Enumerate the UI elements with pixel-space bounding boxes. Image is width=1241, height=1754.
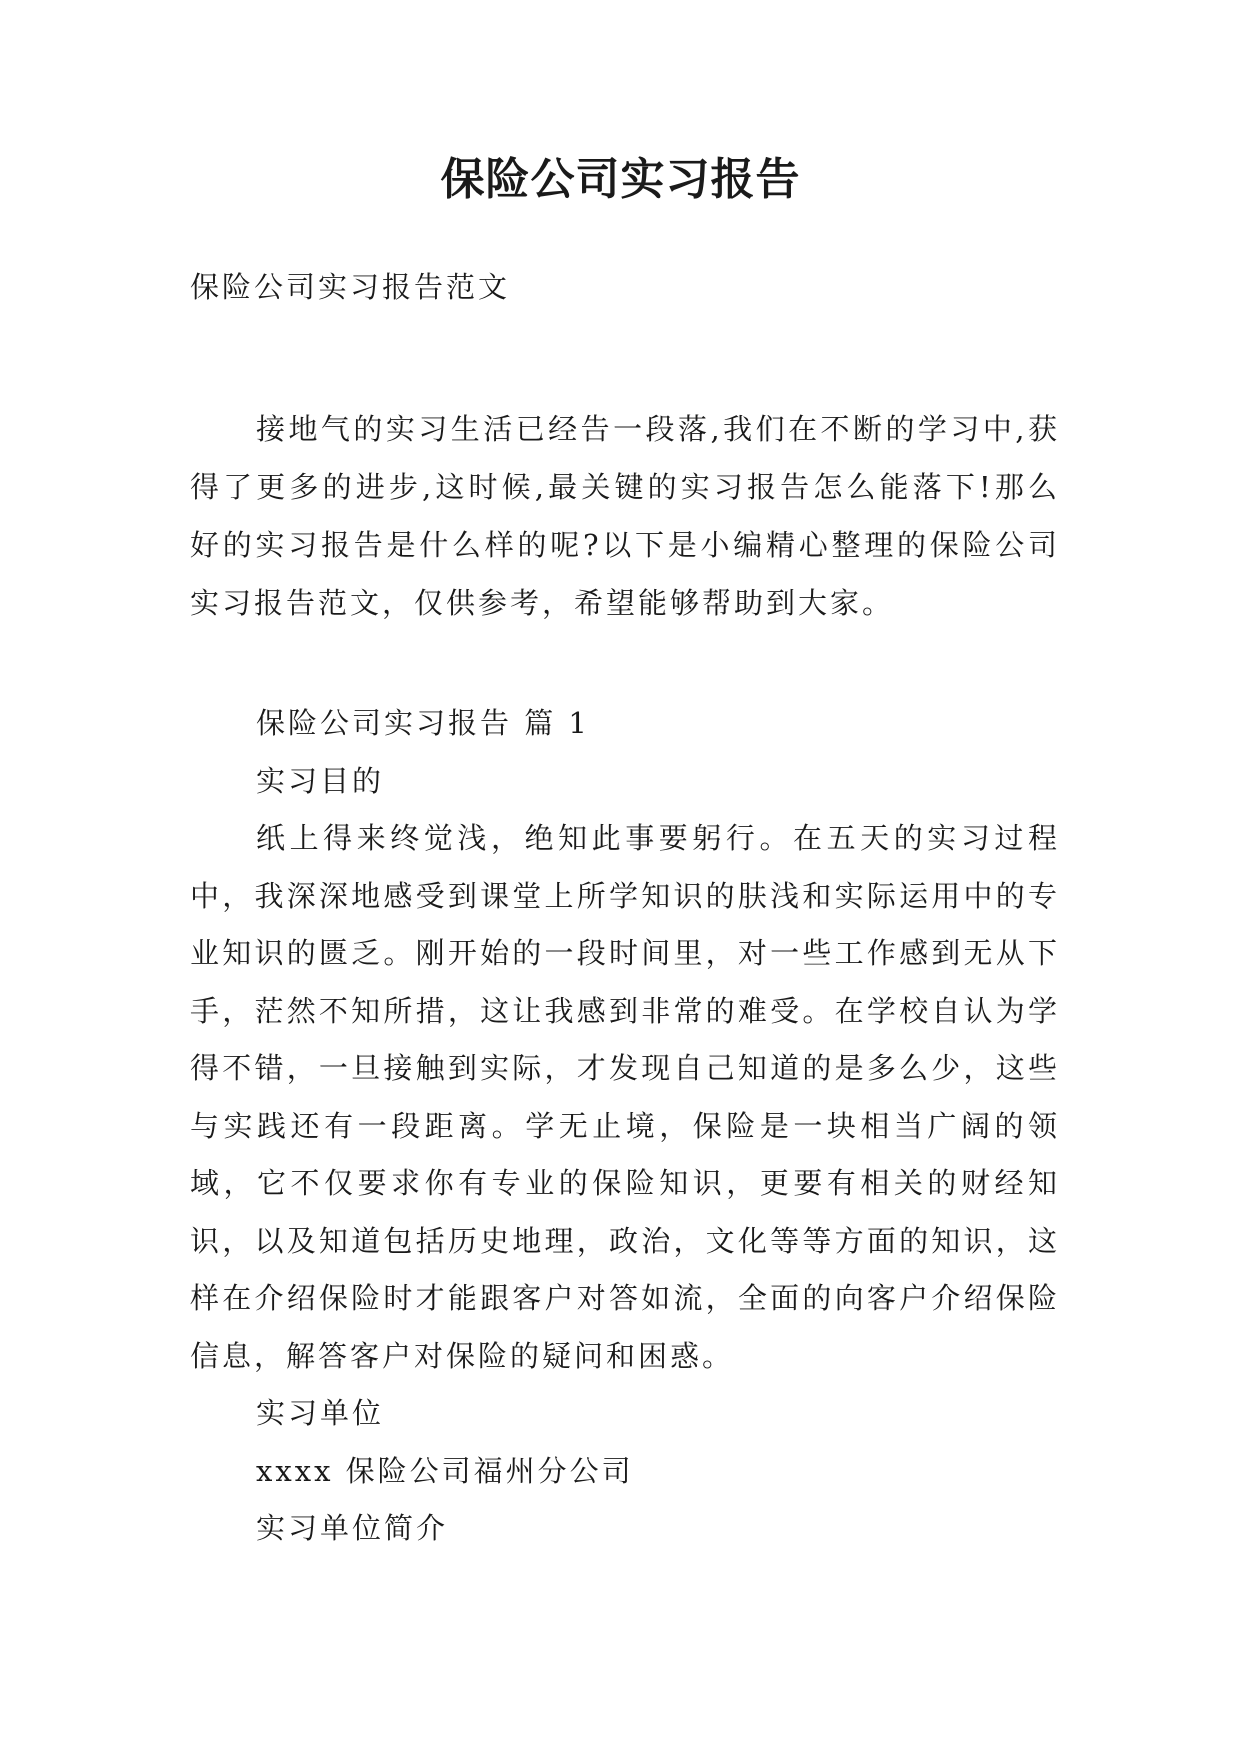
document-subtitle: 保险公司实习报告范文 xyxy=(190,270,511,304)
unit-intro-heading: 实习单位简介 xyxy=(256,1511,449,1545)
purpose-heading: 实习目的 xyxy=(256,763,385,798)
section-heading: 保险公司实习报告 篇 1 xyxy=(256,706,590,740)
document-title: 保险公司实习报告 xyxy=(440,154,801,205)
unit-name: xxxx 保险公司福州分公司 xyxy=(256,1453,634,1488)
purpose-paragraph: 纸上得来终觉浅，绝知此事要躬行。在五天的实习过程中，我深深地感受到课堂上所学知识的肤浅和实际运用中的专业知识的匮乏。刚开始的一段时间里，对一些工作感到无从下手，茫然不知所措，这让我感到非常的难受。在学校自认为学得不错，一旦接触到实际，才发现自己知道的是多么少，这些与实践还有一段距离。学无止境，保险是一块相当广阔的领域，它不仅要求你有专业的保险知识，更要有相关的财经知识，以及知道包括历史地理，政治，文化等等方面的知识，这样在介绍保险时才能跟客户对答如流，全面的向客户介绍保险信息，解答客户对保险的疑问和困惑。 xyxy=(190,821,1060,1373)
intro-paragraph: 接地气的实习生活已经告一段落,我们在不断的学习中,获得了更多的进步,这时候,最关键的实习报告怎么能落下!那么好的实习报告是什么样的呢?以下是小编精心整理的保险公司实习报告范文，仅供参考，希望能够帮助到大家。 xyxy=(190,412,1060,620)
report-section xyxy=(190,695,1060,1558)
intro-section xyxy=(190,400,1060,632)
unit-heading: 实习单位 xyxy=(256,1396,385,1430)
